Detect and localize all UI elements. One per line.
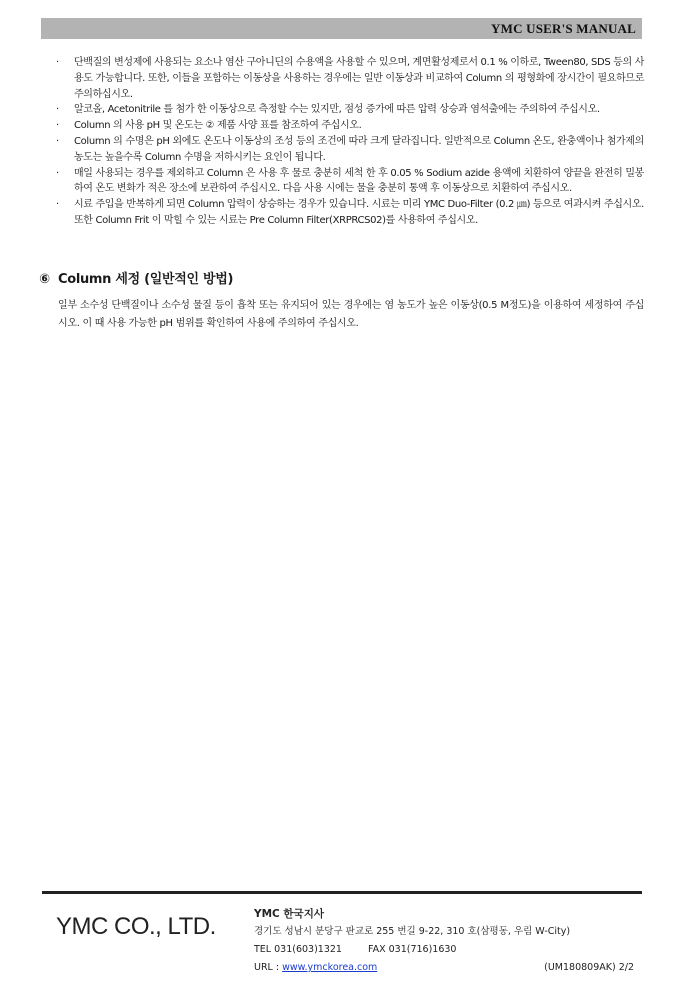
bullet-marker: · (56, 104, 59, 116)
section-number: ⑥ (39, 272, 50, 287)
bullet-marker: · (56, 120, 59, 132)
bullet-text: Column 의 수명은 pH 외에도 온도나 이동상의 조성 등의 조건에 따라 크게 달라집니다. 일반적으로 Column 온도, 완충액이나 첨가제의 농도는 높을수록 Column 수명을 저하시키는 요인이 됩니다. (74, 135, 644, 163)
footer-company-name: YMC 한국지사 (254, 908, 324, 920)
footer-phone-line (254, 941, 634, 959)
list-item (54, 102, 644, 118)
bullet-text: 매일 사용되는 경우를 제외하고 Column 은 사용 후 물로 충분히 세척 한 후 0.05 % Sodium azide 용액에 치환하여 양끝을 완전히 밀봉하여 온도 변화가 적은 장소에 보관하여 주십시오. 다음 사용 시에는 물을 충분히 통액 후 이동상으로 치환하여 주십시오. (74, 167, 644, 195)
bullet-text: 단백질의 변성제에 사용되는 요소나 염산 구아니딘의 수용액을 사용할 수 있으며, 계면활성제로서 0.1 % 이하로, Tween80, SDS 등의 사용도 가능합니다. 또한, 이들을 포함하는 이동상을 사용하는 경우에는 일반 이동상과 비교하여 Column 의 평형화에 장시간이 필요하므로 주의하십시오. (74, 57, 644, 100)
bullet-text: Column 의 사용 pH 및 온도는 ② 제품 사양 표를 참조하여 주십시오. (74, 120, 362, 132)
bullet-text: 알코올, Acetonitrile 를 첨가 한 이동상으로 측정할 수는 있지만, 점성 증가에 따른 압력 상승과 염석출에는 주의하여 주십시오. (74, 104, 600, 116)
list-item (54, 166, 644, 198)
list-item (54, 118, 644, 134)
bullet-marker: · (56, 199, 59, 211)
document-code: (UM180809AK) 2/2 (544, 962, 634, 973)
footer-fax: FAX 031(716)1630 (367, 944, 457, 955)
bullet-marker: · (56, 167, 59, 179)
list-item (54, 55, 644, 102)
footer-url-line (254, 959, 634, 977)
section-heading (39, 268, 233, 287)
section-title-text: Column 세정 (일반적인 방법) (57, 272, 234, 287)
footer-url-label: URL : (254, 962, 283, 973)
header-title: YMC USER'S MANUAL (491, 21, 636, 36)
bullet-marker: · (56, 57, 59, 68)
list-item (54, 134, 644, 166)
header-bar (41, 18, 642, 39)
website-link[interactable]: www.ymckorea.com (282, 962, 378, 973)
footer-address: 경기도 성남시 분당구 판교로 255 번길 9-22, 310 호(삼평동, 우림 W-City) (254, 926, 571, 937)
section-body: 일부 소수성 단백질이나 소수성 물질 등이 흡착 또는 유지되어 있는 경우에는 염 농도가 높은 이동상(0.5 M정도)을 이용하여 세정하여 주십시오. 이 때 사용 가능한 pH 범위를 확인하여 사용에 주의하여 주십시오. (58, 300, 644, 329)
list-item (54, 197, 644, 229)
company-logo: YMC CO., LTD. (56, 913, 216, 940)
bullet-text: 시료 주입을 반복하게 되면 Column 압력이 상승하는 경우가 있습니다. 시료는 미리 YMC Duo-Filter (0.2 ㎛) 등으로 여과시켜 주십시오. 또한 Column Frit 이 막힐 수 있는 시료는 Pre Column Filter(XRPRCS02)를 사용하여 주십시오. (74, 199, 644, 226)
footer-divider (42, 891, 642, 894)
bullet-list (54, 55, 644, 229)
footer-tel: TEL 031(603)1321 (254, 944, 342, 955)
bullet-marker: · (56, 135, 59, 147)
footer-contact (254, 905, 634, 977)
